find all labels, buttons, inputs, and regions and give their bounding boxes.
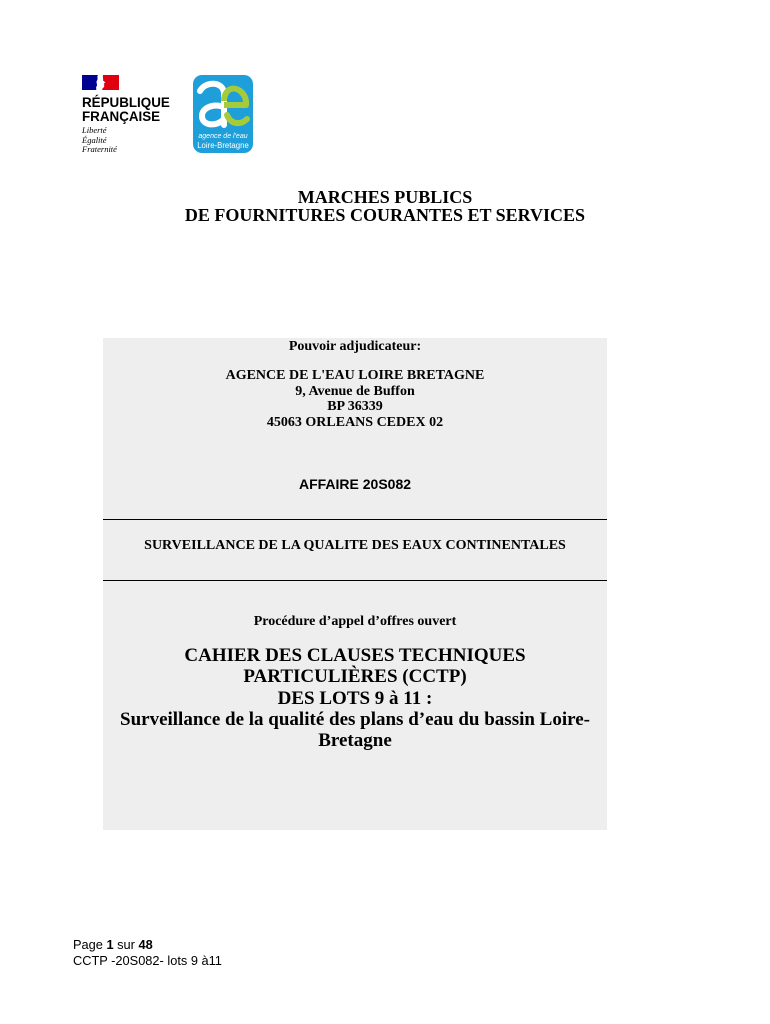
- document-title: [103, 645, 607, 751]
- republique-francaise-name: [82, 96, 170, 124]
- document-title-line: DES LOTS 9 à 11 :: [277, 687, 433, 709]
- header-line-2: DE FOURNITURES COURANTES ET SERVICES: [184, 205, 586, 225]
- rf-name-line2: FRANÇAISE: [82, 109, 161, 124]
- procedure-type: Procédure d’appel d’offres ouvert: [253, 614, 457, 629]
- authority-label: Pouvoir adjudicateur:: [288, 339, 422, 354]
- header-line-1: MARCHES PUBLICS: [297, 187, 473, 207]
- divider-line: [103, 580, 607, 581]
- document-title-line: Surveillance de la qualité des plans d’eau du bassin Loire-: [120, 708, 590, 730]
- document-title-line: Bretagne: [318, 730, 392, 751]
- motto-liberte: Liberté: [82, 125, 107, 135]
- page-word: Page: [73, 937, 103, 952]
- cover-box: [103, 338, 607, 830]
- agence-logo-line2: Loire-Bretagne: [197, 141, 249, 150]
- page-total: 48: [138, 937, 153, 952]
- document-title-line: CAHIER DES CLAUSES TECHNIQUES: [184, 645, 526, 666]
- marianne-red-field: [102, 75, 119, 90]
- address-line-city: 45063 ORLEANS CEDEX 02: [266, 414, 444, 430]
- document-header: [0, 188, 770, 224]
- address-line-bp: BP 36339: [327, 399, 383, 415]
- agence-logo-line1: agence de l'eau: [198, 133, 248, 140]
- republique-francaise-motto: [82, 126, 117, 155]
- address-line-organisation: AGENCE DE L'EAU LOIRE BRETAGNE: [225, 368, 485, 383]
- address-line-street: 9, Avenue de Buffon: [295, 383, 415, 399]
- motto-egalite: Égalité: [82, 134, 107, 145]
- page-number: [73, 937, 222, 953]
- page-footer: [73, 937, 222, 969]
- motto-fraternite: Fraternité: [82, 144, 117, 154]
- subject-title: SURVEILLANCE DE LA QUALITE DES EAUX CONTINENTALES: [144, 538, 566, 553]
- marianne-blue-field: [82, 75, 98, 90]
- document-reference: CCTP -20S082- lots 9 à11: [73, 953, 222, 968]
- page-of: sur: [117, 937, 135, 952]
- affaire-number: AFFAIRE 20S082: [298, 476, 412, 492]
- rf-name-line1: RÉPUBLIQUE: [82, 95, 170, 110]
- authority-address: [103, 368, 607, 430]
- document-title-line: PARTICULIÈRES (CCTP): [243, 666, 467, 688]
- divider-line: [103, 519, 607, 520]
- marianne-flag-icon: [82, 75, 119, 90]
- agence-eau-logo-icon: [193, 75, 253, 153]
- page-current: 1: [106, 937, 114, 952]
